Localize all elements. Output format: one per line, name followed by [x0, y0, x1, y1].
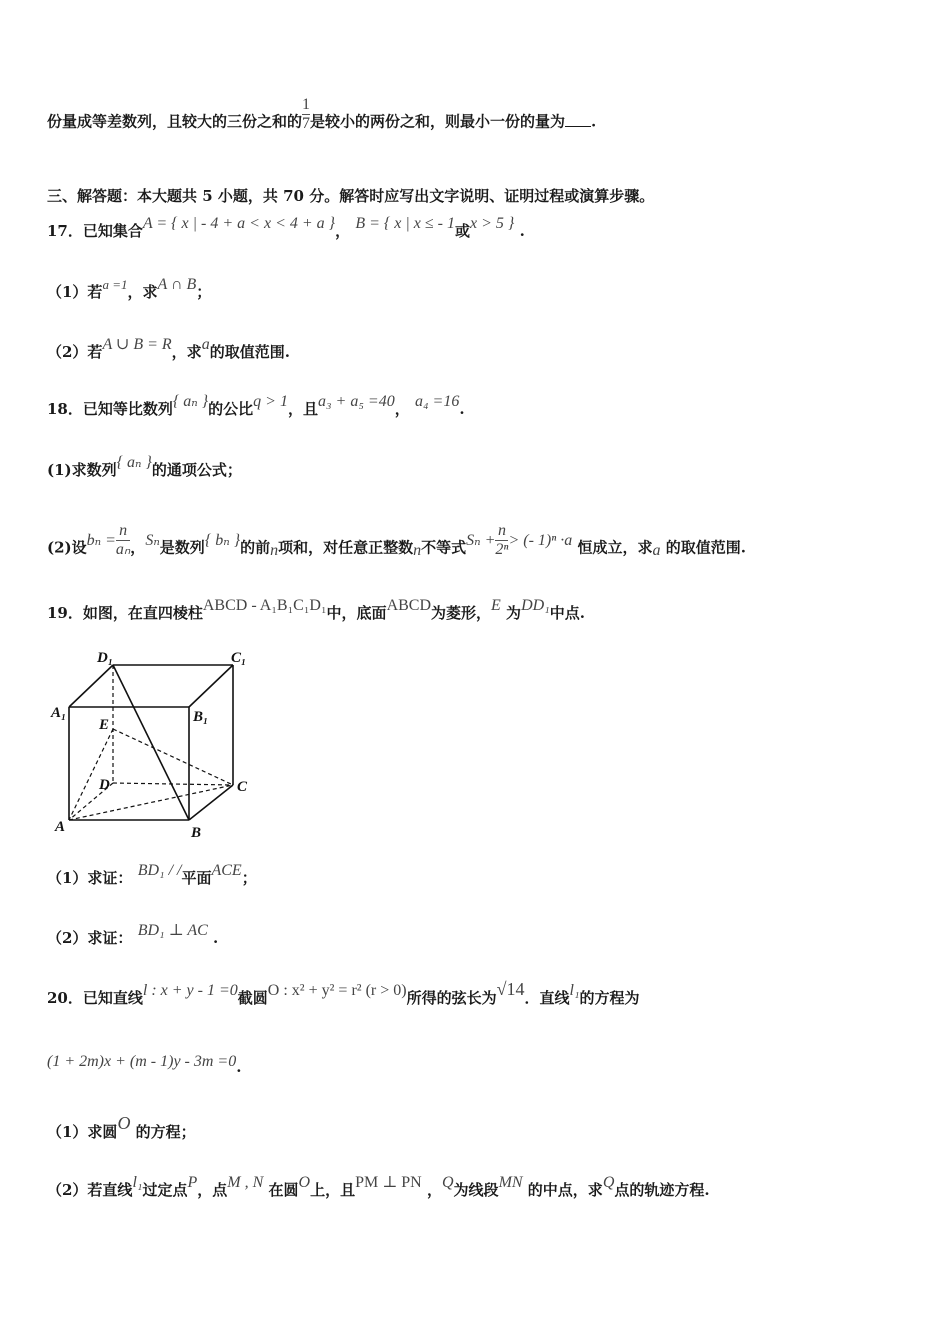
q20-equation — [47, 1053, 242, 1079]
math: { aₙ } — [116, 454, 152, 471]
math: a =1 — [102, 277, 128, 292]
math: a₄ =16 — [414, 393, 460, 410]
math: > (- 1)ⁿ ·a — [508, 531, 573, 549]
math: n — [413, 541, 422, 559]
math: O : x² + y² = r² (r > 0) — [267, 982, 407, 999]
math: ABCD — [386, 597, 432, 614]
q17-part2 — [47, 336, 290, 364]
text: 平面 — [181, 869, 212, 887]
text: . — [213, 929, 219, 947]
math: Q — [602, 1174, 615, 1191]
math: ABCD - A₁B₁C₁D₁ — [202, 597, 327, 614]
frac-num: 1 — [302, 96, 311, 113]
q19-part1 — [47, 862, 257, 890]
text: 的通项公式； — [151, 461, 242, 479]
fraction — [495, 522, 508, 559]
math: A = { x | - 4 + a < x < 4 + a } — [142, 215, 336, 232]
math: Sₙ — [145, 531, 160, 549]
math: A ∪ B = R — [102, 336, 172, 353]
text: ．直线 — [524, 989, 570, 1007]
frac-den: 7 — [302, 115, 311, 132]
label-C: C — [237, 779, 248, 795]
text: 截圆 — [237, 989, 268, 1007]
math: Q — [441, 1174, 454, 1191]
label: （1）若 — [47, 283, 103, 301]
math: q > 1 — [253, 393, 288, 410]
text: 不等式 — [421, 538, 467, 557]
text: 的中点，求 — [527, 1181, 603, 1199]
text: 在圆 — [268, 1181, 299, 1199]
math: { aₙ } — [172, 393, 209, 410]
math: BD₁ / / — [137, 862, 182, 879]
text: ， — [426, 1181, 442, 1199]
math: B = { x | x ≤ - 1 — [355, 215, 456, 232]
q18-stem — [47, 393, 465, 421]
text: ， — [394, 400, 410, 418]
label: （2）若直线 — [47, 1181, 133, 1199]
text: 的方程； — [135, 1123, 196, 1141]
q18-part1 — [47, 454, 242, 482]
text: 过定点 — [142, 1181, 188, 1199]
q20-stem — [47, 979, 640, 1010]
frac-num: n — [119, 522, 128, 539]
label: （2）求证： — [47, 929, 133, 947]
math: a — [652, 541, 661, 559]
text: ， — [130, 538, 146, 557]
label-B1: B₁ — [193, 709, 209, 725]
math: n — [270, 541, 279, 559]
label-B: B — [191, 825, 202, 841]
text: 中，底面 — [326, 604, 387, 622]
q18-part2 — [47, 522, 747, 567]
frac-den: aₙ — [115, 541, 131, 558]
text: ，点 — [197, 1181, 228, 1199]
math: (1 + 2m)x + (m - 1)y - 3m =0 — [47, 1053, 237, 1070]
math: PM ⊥ PN — [355, 1174, 422, 1191]
math: a — [201, 336, 210, 353]
text: ，求 — [171, 343, 202, 361]
math: l₁ — [569, 982, 580, 999]
label: （2）若 — [47, 343, 103, 361]
q17-part1 — [47, 276, 212, 304]
q20-part1 — [47, 1113, 196, 1143]
text: ， — [335, 222, 351, 240]
math: P — [187, 1174, 198, 1191]
text: ，且 — [287, 400, 318, 418]
label-C1: C₁ — [231, 650, 247, 666]
frac-den: 2ⁿ — [495, 541, 509, 558]
text: 恒成立，求 — [577, 538, 653, 557]
text: 的前 — [240, 538, 271, 557]
q-number: 20．已知直线 — [47, 989, 143, 1007]
math: O — [117, 1113, 131, 1133]
text: ，求 — [127, 283, 158, 301]
math: A ∩ B — [157, 276, 197, 293]
q-number: 17．已知集合 — [47, 222, 143, 240]
label-A: A — [55, 819, 66, 835]
section-header: 三、解答题：本大题共 5 小题，共 70 分。解答时应写出文字说明、证明过程或演算步骤。 — [47, 187, 655, 205]
label-A1: A₁ — [51, 705, 67, 721]
text: 是较小的两份之和，则最小一份的量为 — [310, 112, 566, 131]
prism-figure — [47, 645, 267, 845]
text: 中点. — [549, 604, 585, 622]
text: 是数列 — [159, 538, 205, 557]
text: . — [519, 222, 525, 240]
text: . — [236, 1058, 242, 1076]
text: 的取值范围. — [209, 343, 290, 361]
label-D1: D₁ — [97, 650, 114, 666]
q-number: 18．已知等比数列 — [47, 400, 173, 418]
text: 份量成等差数列，且较大的三份之和的 — [47, 112, 303, 131]
text: 为线段 — [453, 1181, 499, 1199]
math: DD₁ — [521, 597, 550, 614]
text: ； — [196, 283, 212, 301]
text: 上，且 — [310, 1181, 356, 1199]
q20-part2 — [47, 1174, 710, 1202]
q-number: 19．如图，在直四棱柱 — [47, 604, 203, 622]
q17-stem — [47, 215, 525, 243]
label: （1）求圆 — [47, 1123, 118, 1141]
label: (1)求数列 — [47, 461, 117, 479]
solid-edges — [69, 665, 233, 820]
answer-blank — [565, 112, 591, 127]
text: 点的轨迹方程. — [614, 1181, 710, 1199]
fraction — [302, 96, 310, 133]
math: { bₙ } — [204, 531, 241, 549]
math: BD₁ ⊥ AC — [137, 922, 208, 939]
label-D: D — [99, 777, 110, 793]
math: l : x + y - 1 =0 — [142, 982, 238, 999]
label: (2)设 — [47, 538, 87, 557]
text: . — [591, 112, 597, 131]
text: 为菱形， — [431, 604, 492, 622]
math: ACE — [211, 862, 242, 879]
math: M , N — [227, 1174, 264, 1191]
math: E — [491, 597, 501, 614]
math: x > 5 } — [470, 215, 515, 232]
line-top — [47, 96, 597, 141]
q19-part2 — [47, 922, 219, 950]
text: 的取值范围. — [665, 538, 747, 557]
math: Sₙ + — [466, 531, 496, 549]
math: l₁ — [132, 1174, 143, 1191]
math: bₙ = — [86, 531, 116, 549]
math: a₃ + a₅ =40 — [317, 393, 395, 410]
text: 的公比 — [208, 400, 254, 418]
label: （1）求证： — [47, 869, 133, 887]
math: O — [298, 1174, 311, 1191]
text: 为 — [506, 604, 522, 622]
text: 的方程为 — [579, 989, 640, 1007]
math: MN — [498, 1174, 523, 1191]
q19-stem — [47, 597, 585, 625]
text: 或 — [455, 222, 471, 240]
fraction — [116, 522, 130, 559]
math: √14 — [496, 979, 525, 999]
text: . — [459, 400, 465, 418]
text: ； — [241, 869, 257, 887]
text: 项和，对任意正整数 — [278, 538, 414, 557]
text: 所得的弦长为 — [406, 989, 497, 1007]
frac-num: n — [497, 522, 506, 539]
label-E: E — [99, 717, 110, 733]
